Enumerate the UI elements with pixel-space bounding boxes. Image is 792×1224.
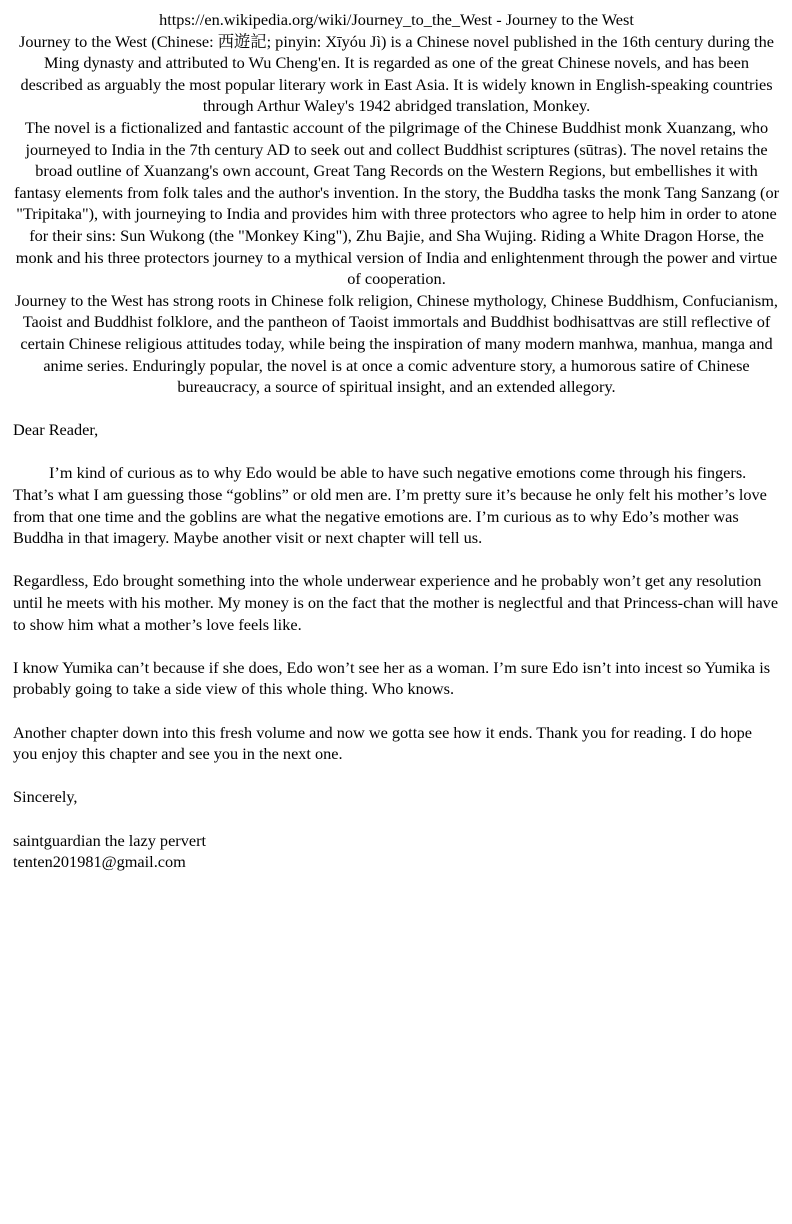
letter-paragraph: I’m kind of curious as to why Edo would be able to have such negative emotions come through his fingers. That’s what I am guessing those “goblins” or old men are. I’m pretty sure it’s because he only felt his mother’s love from that one time and the goblins are what the negative emotions are. I’m curious as to why Edo’s mother was Buddha in that imagery. Maybe another visit or next chapter will tell us.: [13, 463, 767, 548]
source-line: [13, 9, 780, 31]
source-title: Journey to the West: [505, 10, 634, 29]
letter-paragraph: Regardless, Edo brought something into the whole underwear experience and he probably won’t get any resolution until he meets with his mother. My money is on the fact that the mother is neglectful and that Princess-chan will have to show him what a mother’s love feels like.: [13, 571, 779, 634]
letter-closing: Sincerely,: [13, 787, 78, 807]
signature-block: [13, 830, 780, 873]
letter-paragraph: Another chapter down into this fresh volume and now we gotta see how it ends. Thank you for reading. I do hope you enjoy this chapter and see you in the next one.: [13, 722, 752, 764]
letter-salutation: Dear Reader,: [13, 420, 99, 440]
wikipedia-excerpt: [13, 9, 780, 398]
letter-paragraph: I know Yumika can’t because if she does, Edo won’t see her as a woman. I’m sure Edo isn’t into incest so Yumika is probably going to take a side view of this whole thing. Who knows.: [13, 657, 771, 699]
excerpt-paragraph: Journey to the West (Chinese: 西遊記; pinyin: Xīyóu Jì) is a Chinese novel published in the 16th century during the Ming dynasty and attributed to Wu Cheng'en. It is regarded as one of the great Chinese novels, and has been described as arguably the most popular literary work in East Asia. It is widely known in English-speaking countries through Arthur Waley's 1942 abridged translation, Monkey.: [19, 31, 774, 116]
signature-email[interactable]: tenten201981@gmail.com: [13, 852, 186, 872]
letter-body: [13, 419, 780, 872]
source-separator: -: [492, 10, 506, 29]
excerpt-paragraph: The novel is a fictionalized and fantastic account of the pilgrimage of the Chinese Buddhist monk Xuanzang, who journeyed to India in the 7th century AD to seek out and collect Buddhist scriptures (sūtras). The novel retains the broad outline of Xuanzang's own account, Great Tang Records on the Western Regions, but embellishes it with fantasy elements from folk tales and the author's invention. In the story, the Buddha tasks the monk Tang Sanzang (or "Tripitaka"), with journeying to India and provides him with three protectors who agree to help him in order to atone for their sins: Sun Wukong (the "Monkey King"), Zhu Bajie, and Sha Wujing. Riding a White Dragon Horse, the monk and his three protectors journey to a mythical version of India and enlightenment through the power and virtue of cooperation.: [13, 117, 780, 289]
excerpt-paragraph: Journey to the West has strong roots in Chinese folk religion, Chinese mythology, Chinese Buddhism, Confucianism, Taoist and Buddhist folklore, and the pantheon of Taoist immortals and Buddhist bodhisattvas are still reflective of certain Chinese religious attitudes today, while being the inspiration of many modern manhwa, manhua, manga and anime series. Enduringly popular, the novel is at once a comic adventure story, a humorous satire of Chinese bureaucracy, a source of spiritual insight, and an extended allegory.: [15, 290, 778, 397]
source-url: https://en.wikipedia.org/wiki/Journey_to_the_West: [159, 10, 493, 29]
signature-name: saintguardian the lazy pervert: [13, 830, 207, 850]
